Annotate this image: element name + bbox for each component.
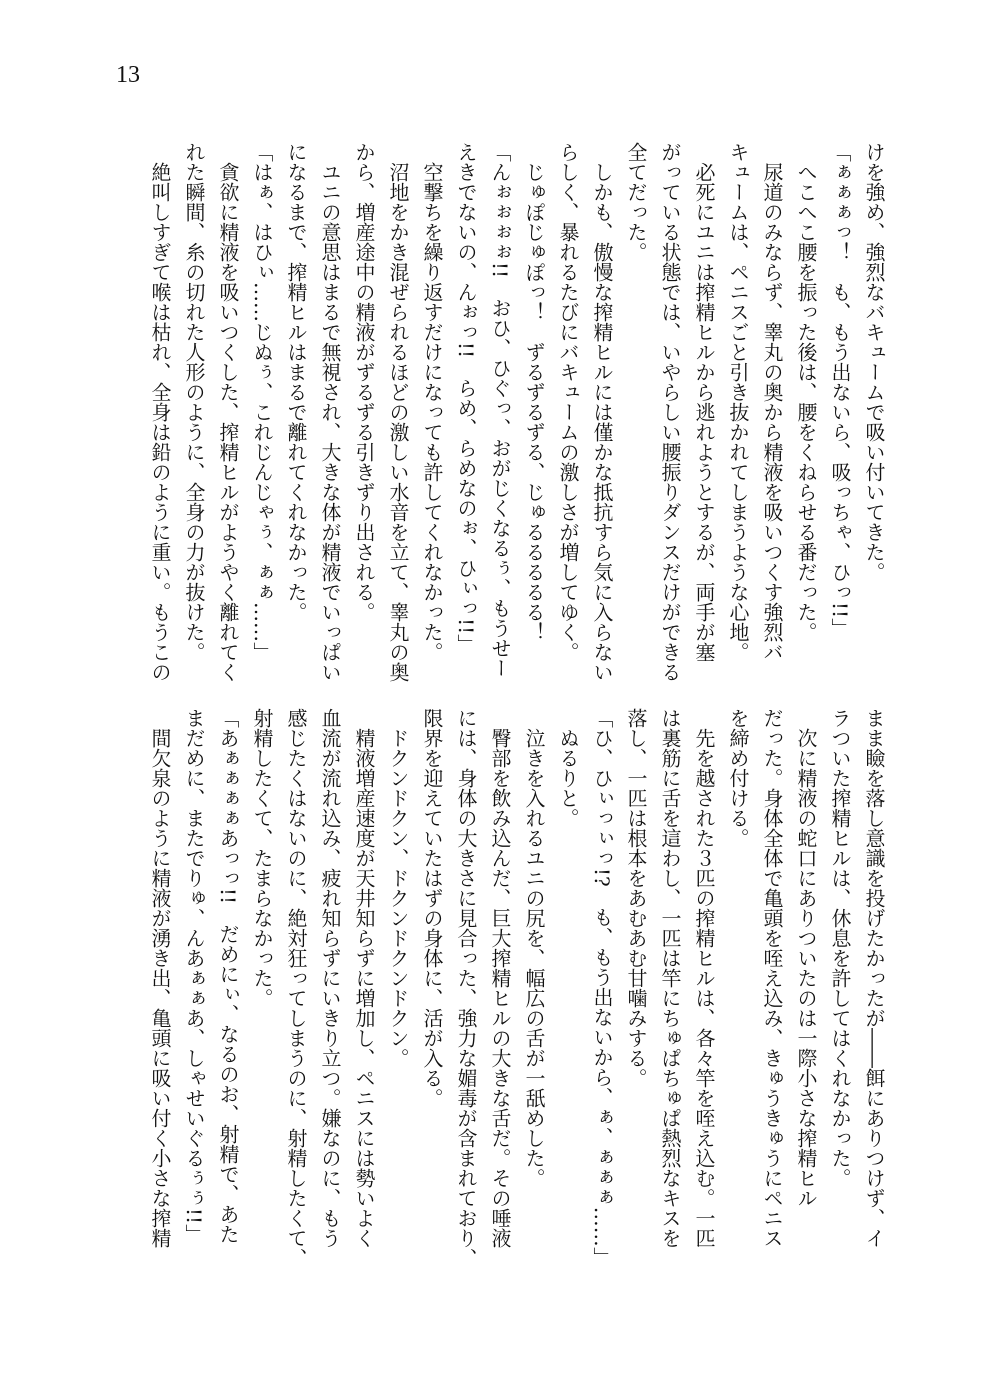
text-column: 貪欲に精液を吸いつくした、搾精ヒルがようやく離れてく — [216, 142, 240, 682]
text-column: だった。身体全体で亀頭を咥え込み、きゅうきゅうにペニス — [760, 708, 784, 1248]
text-column: 「んぉぉぉぉ!! おひ、ひぐっ、おがじくなるぅ、もうせー — [488, 142, 512, 679]
text-column: 感じたくはないのに、絶対狂ってしまうのに、射精したくて、 — [284, 708, 308, 1268]
text-column: けを強め、強烈なバキュームで吸い付いてきた。 — [862, 142, 886, 582]
text-column: れた瞬間、糸の切れた人形のように、全身の力が抜けた。 — [182, 142, 206, 662]
text-column: 血流が流れ込み、疲れ知らずにいきり立つ。嫌なのに、もう — [318, 708, 342, 1248]
text-column: 空撃ちを繰り返すだけになっても許してくれなかった。 — [420, 142, 444, 662]
text-column: まだめに、またでりゅ、んあぁぁあ、しゃせいぐるぅぅ!!」 — [182, 708, 206, 1245]
text-column: には、身体の大きさに見合った、強力な媚毒が含まれており、 — [454, 708, 478, 1268]
text-column: えきでないの、んぉっ!! らめ、らめなのぉ、ひぃっ!!」 — [454, 142, 478, 655]
text-column: 落し、一匹は根本をあむあむ甘噛みする。 — [624, 708, 648, 1088]
lower-text-block — [143, 708, 891, 1268]
text-column: まま瞼を落し意識を投げたかったが――餌にありつけず、イ — [862, 708, 886, 1248]
text-column: になるまで、搾精ヒルはまるで離れてくれなかった。 — [284, 142, 308, 622]
text-column: 「ひ、ひぃっぃっ!? も、もう出ないから、ぁ、ぁぁぁ……」 — [590, 708, 614, 1267]
text-column: 限界を迎えていたはずの身体に、活が入る。 — [420, 708, 444, 1108]
page-number: 13 — [116, 62, 140, 88]
text-column: ラついた搾精ヒルは、休息を許してはくれなかった。 — [828, 708, 852, 1188]
text-column: 尿道のみならず、睾丸の奥から精液を吸いつくす強烈バ — [760, 142, 784, 662]
text-column: しかも、傲慢な搾精ヒルには僅かな抵抗すら気に入らない — [590, 142, 614, 682]
text-column: 精液増産速度が天井知らずに増加し、ペニスには勢いよく — [352, 708, 376, 1248]
text-column: 必死にユニは搾精ヒルから逃れようとするが、両手が塞 — [692, 142, 716, 662]
text-column: 「ぁぁぁっ！ も、もう出ないら、吸っちゃ、ひっ!!」 — [828, 142, 852, 639]
text-column: 射精したくて、たまらなかった。 — [250, 708, 274, 1008]
text-column: から、増産途中の精液がずるずる引きずり出される。 — [352, 142, 376, 622]
text-column: 泣きを入れるユニの尻を、幅広の舌が一舐めした。 — [522, 708, 546, 1188]
text-column: ドクンドクン、ドクンドクンドクン。 — [386, 708, 410, 1068]
text-column: ぬるりと。 — [556, 708, 580, 828]
text-column: 沼地をかき混ぜられるほどの激しい水音を立て、睾丸の奥 — [386, 142, 410, 682]
text-column: 先を越された３匹の搾精ヒルは、各々竿を咥え込む。一匹 — [692, 708, 716, 1248]
text-column: 臀部を飲み込んだ、巨大搾精ヒルの大きな舌だ。その唾液 — [488, 708, 512, 1248]
text-column: 間欠泉のように精液が湧き出、亀頭に吸い付く小さな搾精 — [148, 708, 172, 1248]
text-column: 全てだった。 — [624, 142, 648, 262]
text-column: 次に精液の蛇口にありついたのは一際小さな搾精ヒル — [794, 708, 818, 1208]
text-column: 絶叫しすぎて喉は枯れ、全身は鉛のように重い。もうこの — [148, 142, 172, 682]
upper-text-block — [143, 142, 891, 687]
text-column: へこへこ腰を振った後は、腰をくねらせる番だった。 — [794, 142, 818, 642]
text-column: を締め付ける。 — [726, 708, 750, 848]
text-column: ユニの意思はまるで無視され、大きな体が精液でいっぱい — [318, 142, 342, 682]
text-column: じゅぽじゅぽっ！ ずるずるずる、じゅるるるるる！ — [522, 142, 546, 642]
text-column: 「あぁぁぁぁあっっ!! だめにぃ、なるのお、射精で、あた — [216, 708, 240, 1245]
text-column: 「はぁ、はひぃ……じぬぅ、これじんじゃぅ、ぁぁ……」 — [250, 142, 274, 662]
text-column: キュームは、ペニスごと引き抜かれてしまうような心地。 — [726, 142, 750, 662]
text-column: がっている状態では、いやらしい腰振りダンスだけができる — [658, 142, 682, 682]
text-column: は裏筋に舌を這わし、一匹は竿にちゅぱちゅぱ熱烈なキスを — [658, 708, 682, 1248]
text-column: らしく、暴れるたびにバキュームの激しさが増してゆく。 — [556, 142, 580, 662]
